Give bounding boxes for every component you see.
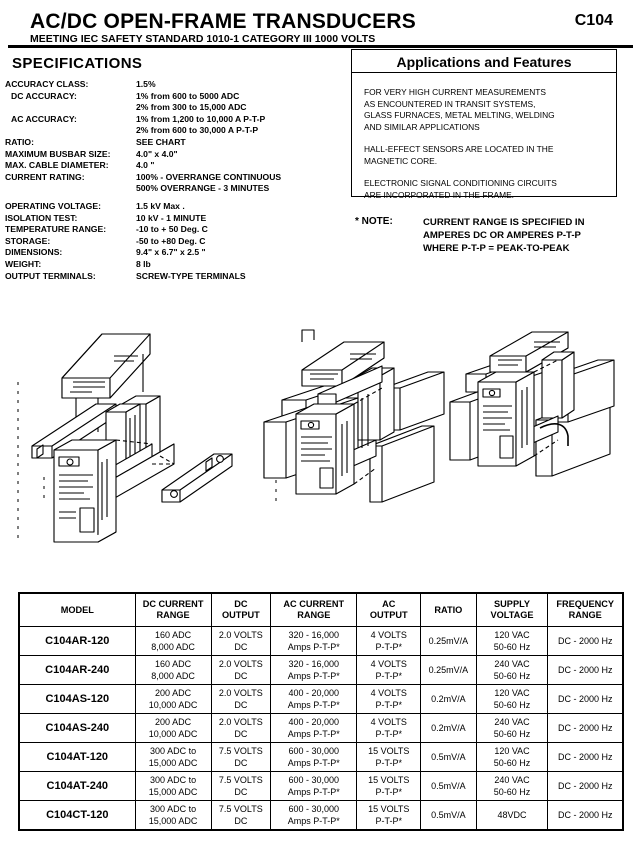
spec-value: 9.4" x 6.7" x 2.5 " xyxy=(136,247,206,258)
cell-ac-output xyxy=(357,743,421,772)
spec-row xyxy=(5,236,335,248)
spec-label: DIMENSIONS: xyxy=(5,247,63,258)
spec-label: CURRENT RATING: xyxy=(5,171,85,182)
cell-line-1: 240 VAC xyxy=(494,658,530,669)
cell-line-1: 160 ADC xyxy=(155,658,192,669)
cell-line-2: P-T-P* xyxy=(375,758,403,768)
header-line-2: RANGE xyxy=(568,610,602,620)
cell-ac-current-range xyxy=(271,714,357,743)
cell-frequency: DC - 2000 Hz xyxy=(548,801,623,831)
spec-row xyxy=(5,172,335,184)
cell-line-1: 120 VAC xyxy=(494,687,530,698)
cell-dc-current-range xyxy=(135,801,211,831)
cell-line-1: 120 VAC xyxy=(494,745,530,756)
note-line: WHERE P-T-P = PEAK-TO-PEAK xyxy=(423,243,570,255)
cell-line-2: DC xyxy=(234,642,248,652)
applications-text xyxy=(364,87,614,201)
cell-line-2: 50-60 Hz xyxy=(493,787,531,797)
cell-model: C104AS-240 xyxy=(19,714,135,743)
spec-row xyxy=(5,183,335,195)
cell-ac-output xyxy=(357,772,421,801)
cell-dc-current-range xyxy=(135,743,211,772)
header-line-2: OUTPUT xyxy=(221,610,260,620)
cell-model: C104AR-120 xyxy=(19,627,135,656)
spec-value: 500% OVERRANGE - 3 MINUTES xyxy=(136,183,270,194)
note-label: * NOTE: xyxy=(355,216,393,227)
cell-line-2: Amps P-T-P* xyxy=(287,642,340,652)
page-subtitle: MEETING IEC SAFETY STANDARD 1010-1 CATEGORY III 1000 VOLTS xyxy=(30,33,376,45)
spec-row xyxy=(5,271,335,283)
cell-line-1: 7.5 VOLTS xyxy=(218,803,263,814)
header-line-2: VOLTAGE xyxy=(490,610,534,620)
spec-row xyxy=(5,149,335,161)
cell-line-1: 4 VOLTS xyxy=(370,716,407,727)
cell-line-1: 300 ADC to xyxy=(150,803,197,814)
cell-line-2: Amps P-T-P* xyxy=(287,700,340,710)
cell-dc-output xyxy=(211,801,271,831)
spec-value: 1% from 600 to 5000 ADC xyxy=(136,90,240,101)
note-line: CURRENT RANGE IS SPECIFIED IN xyxy=(423,217,585,228)
cell-supply-voltage xyxy=(476,714,548,743)
specifications-list xyxy=(5,79,335,282)
table-column-header xyxy=(271,593,357,627)
cell-ac-current-range xyxy=(271,656,357,685)
table-column-header xyxy=(548,593,623,627)
note-line: AMPERES DC OR AMPERES P-T-P xyxy=(423,230,581,242)
cell-line-2: P-T-P* xyxy=(375,816,403,826)
cell-dc-output xyxy=(211,627,271,656)
cell-ratio: 0.5mV/A xyxy=(421,743,476,772)
table-column-header xyxy=(421,593,476,627)
page-header xyxy=(0,0,641,46)
cell-line-1: 400 - 20,000 xyxy=(288,716,340,727)
cell-line-2: 15,000 ADC xyxy=(148,787,198,797)
cell-line-1: 160 ADC xyxy=(155,629,192,640)
spec-value: 2% from 600 to 30,000 A P-T-P xyxy=(136,125,259,136)
cell-line-2: Amps P-T-P* xyxy=(287,758,340,768)
cell-line-2: DC xyxy=(234,729,248,739)
cell-ratio: 0.5mV/A xyxy=(421,772,476,801)
cell-frequency: DC - 2000 Hz xyxy=(548,772,623,801)
cell-line-2: 50-60 Hz xyxy=(493,729,531,739)
cell-line-1: 2.0 VOLTS xyxy=(218,629,263,640)
cell-line-2: DC xyxy=(234,671,248,681)
cell-line-1: 48VDC xyxy=(497,809,527,820)
cell-ac-current-range xyxy=(271,685,357,714)
page-title: AC/DC OPEN-FRAME TRANSDUCERS xyxy=(30,10,416,33)
cell-line-2: P-T-P* xyxy=(375,671,403,681)
cell-dc-output xyxy=(211,714,271,743)
application-line: GLASS FURNACES, METAL MELTING, WELDING xyxy=(364,110,555,120)
cell-line-1: 15 VOLTS xyxy=(368,745,410,756)
cell-line-2: Amps P-T-P* xyxy=(287,787,340,797)
spec-row xyxy=(5,114,335,126)
cell-line-2: 10,000 ADC xyxy=(148,700,198,710)
cell-model: C104AS-120 xyxy=(19,685,135,714)
header-line-1: AC CURRENT xyxy=(283,599,345,609)
cell-line-2: P-T-P* xyxy=(375,642,403,652)
cell-supply-voltage xyxy=(476,743,548,772)
cell-frequency: DC - 2000 Hz xyxy=(548,685,623,714)
cell-line-2: Amps P-T-P* xyxy=(287,671,340,681)
cell-line-2: P-T-P* xyxy=(375,700,403,710)
cell-line-1: 300 ADC to xyxy=(150,774,197,785)
spec-value: 100% - OVERRANGE CONTINUOUS xyxy=(136,171,282,182)
applications-body-box xyxy=(351,73,617,200)
cell-line-2: Amps P-T-P* xyxy=(287,816,340,826)
cell-ratio: 0.25mV/A xyxy=(421,627,476,656)
spec-label: TEMPERATURE RANGE: xyxy=(5,224,107,235)
cell-line-2: P-T-P* xyxy=(375,729,403,739)
cell-frequency: DC - 2000 Hz xyxy=(548,656,623,685)
cell-dc-current-range xyxy=(135,714,211,743)
spec-value: SEE CHART xyxy=(136,136,186,147)
cell-line-2: 10,000 ADC xyxy=(148,729,198,739)
spec-row xyxy=(5,91,335,103)
cell-ac-output xyxy=(357,714,421,743)
table-row xyxy=(19,801,623,831)
header-line-2: RANGE xyxy=(156,610,190,620)
spec-label: MAX. CABLE DIAMETER: xyxy=(5,160,109,171)
cell-model: C104AR-240 xyxy=(19,656,135,685)
spec-value: -10 to + 50 Deg. C xyxy=(136,224,208,235)
cell-model: C104AT-120 xyxy=(19,743,135,772)
cell-supply-voltage xyxy=(476,656,548,685)
cell-line-1: 4 VOLTS xyxy=(370,629,407,640)
spec-row xyxy=(5,224,335,236)
cell-line-1: 2.0 VOLTS xyxy=(218,658,263,669)
paragraph-spacer xyxy=(364,167,614,178)
cell-supply-voltage xyxy=(476,801,548,831)
header-line-2: RANGE xyxy=(297,610,331,620)
cell-ratio: 0.25mV/A xyxy=(421,656,476,685)
cell-ratio: 0.2mV/A xyxy=(421,714,476,743)
spec-label: AC ACCURACY: xyxy=(11,113,77,124)
cell-line-1: 240 VAC xyxy=(494,716,530,727)
spec-value: 4.0 " xyxy=(136,160,155,171)
cell-ac-current-range xyxy=(271,801,357,831)
cell-line-2: 8,000 ADC xyxy=(151,671,195,681)
table-row xyxy=(19,685,623,714)
cell-dc-current-range xyxy=(135,627,211,656)
spec-row xyxy=(5,259,335,271)
cell-line-2: DC xyxy=(234,700,248,710)
spec-label: STORAGE: xyxy=(5,235,51,246)
application-line: FOR VERY HIGH CURRENT MEASUREMENTS xyxy=(364,87,546,97)
cell-line-1: 2.0 VOLTS xyxy=(218,687,263,698)
header-line-2: RATIO xyxy=(434,604,463,615)
header-line-1: FREQUENCY xyxy=(556,599,615,609)
spec-value: 1% from 1,200 to 10,000 A P-T-P xyxy=(136,113,266,124)
spec-row xyxy=(5,102,335,114)
application-line: AS ENCOUNTERED IN TRANSIT SYSTEMS, xyxy=(364,98,536,109)
cell-line-1: 15 VOLTS xyxy=(368,803,410,814)
application-line: HALL-EFFECT SENSORS ARE LOCATED IN THE xyxy=(364,144,554,154)
header-line-1: AC xyxy=(382,599,396,609)
cell-line-2: P-T-P* xyxy=(375,787,403,797)
cell-line-2: 50-60 Hz xyxy=(493,758,531,768)
cell-line-1: 600 - 30,000 xyxy=(288,774,340,785)
cell-frequency: DC - 2000 Hz xyxy=(548,714,623,743)
cell-ac-current-range xyxy=(271,743,357,772)
spec-value: -50 to +80 Deg. C xyxy=(136,235,206,246)
table-column-header xyxy=(357,593,421,627)
transducer-with-busbars-view xyxy=(258,328,458,553)
cell-frequency: DC - 2000 Hz xyxy=(548,743,623,772)
cell-line-1: 4 VOLTS xyxy=(370,658,407,669)
cell-supply-voltage xyxy=(476,685,548,714)
application-line: AND SIMILAR APPLICATIONS xyxy=(364,121,480,132)
table-column-header xyxy=(135,593,211,627)
cell-line-1: 4 VOLTS xyxy=(370,687,407,698)
cell-frequency: DC - 2000 Hz xyxy=(548,627,623,656)
cell-line-2: Amps P-T-P* xyxy=(287,729,340,739)
spec-label: DC ACCURACY: xyxy=(11,90,77,101)
transducer-single-busbar-view xyxy=(448,328,633,543)
cell-dc-current-range xyxy=(135,656,211,685)
cell-ratio: 0.5mV/A xyxy=(421,801,476,831)
cell-model: C104AT-240 xyxy=(19,772,135,801)
table-row xyxy=(19,772,623,801)
spec-row xyxy=(5,79,335,91)
cell-supply-voltage xyxy=(476,772,548,801)
cell-dc-output xyxy=(211,743,271,772)
cell-dc-output xyxy=(211,656,271,685)
cell-model: C104CT-120 xyxy=(19,801,135,831)
open-frame-transducer-assembly-view xyxy=(10,312,235,577)
cell-line-1: 320 - 16,000 xyxy=(288,629,340,640)
spec-row xyxy=(5,137,335,149)
table-row xyxy=(19,627,623,656)
spec-label: ISOLATION TEST: xyxy=(5,212,78,223)
table-column-header xyxy=(476,593,548,627)
spec-label: WEIGHT: xyxy=(5,258,42,269)
spec-row xyxy=(5,160,335,172)
cell-ac-output xyxy=(357,656,421,685)
header-line-1: DC CURRENT xyxy=(142,599,204,609)
cell-dc-output xyxy=(211,685,271,714)
table-header-row xyxy=(19,593,623,627)
cell-ac-current-range xyxy=(271,627,357,656)
cell-ac-output xyxy=(357,801,421,831)
application-line: ARE INCORPORATED IN THE FRAME. xyxy=(364,189,514,200)
cell-line-2: DC xyxy=(234,787,248,797)
cell-line-1: 600 - 30,000 xyxy=(288,803,340,814)
table-body xyxy=(19,627,623,831)
table-header xyxy=(19,593,623,627)
cell-ac-current-range xyxy=(271,772,357,801)
cell-ratio: 0.2mV/A xyxy=(421,685,476,714)
spec-value: 1.5% xyxy=(136,79,156,89)
header-line-2: MODEL xyxy=(60,604,94,615)
spec-row xyxy=(5,213,335,225)
spec-value: 1.5 kV Max . xyxy=(136,200,185,211)
spec-label: OUTPUT TERMINALS: xyxy=(5,270,96,281)
cell-ac-output xyxy=(357,685,421,714)
spec-row xyxy=(5,247,335,259)
cell-line-1: 300 ADC to xyxy=(150,745,197,756)
applications-heading: Applications and Features xyxy=(396,54,572,70)
cell-dc-output xyxy=(211,772,271,801)
applications-title-box xyxy=(351,49,617,73)
header-line-1: DC xyxy=(234,599,248,609)
header-line-2: OUTPUT xyxy=(369,610,408,620)
cell-line-2: 15,000 ADC xyxy=(148,758,198,768)
spec-row xyxy=(5,201,335,213)
cell-line-2: 50-60 Hz xyxy=(493,671,531,681)
header-line-1: SUPPLY xyxy=(494,599,530,609)
model-specifications-table xyxy=(18,592,624,831)
spec-label: OPERATING VOLTAGE: xyxy=(5,200,101,211)
cell-line-2: 50-60 Hz xyxy=(493,642,531,652)
cell-line-1: 200 ADC xyxy=(155,716,192,727)
table-row xyxy=(19,656,623,685)
table-row xyxy=(19,714,623,743)
cell-line-1: 320 - 16,000 xyxy=(288,658,340,669)
spec-label: MAXIMUM BUSBAR SIZE: xyxy=(5,148,111,159)
specifications-heading: SPECIFICATIONS xyxy=(12,55,143,72)
cell-line-1: 7.5 VOLTS xyxy=(218,745,263,756)
product-illustrations xyxy=(0,300,641,585)
cell-line-1: 7.5 VOLTS xyxy=(218,774,263,785)
spec-label: RATIO: xyxy=(5,136,34,147)
cell-line-1: 200 ADC xyxy=(155,687,192,698)
spec-value: 8 lb xyxy=(136,258,151,269)
cell-supply-voltage xyxy=(476,627,548,656)
table-column-header xyxy=(211,593,271,627)
table-row xyxy=(19,743,623,772)
cell-dc-current-range xyxy=(135,772,211,801)
cell-dc-current-range xyxy=(135,685,211,714)
cell-line-2: DC xyxy=(234,758,248,768)
note-text xyxy=(423,216,585,256)
application-line: ELECTRONIC SIGNAL CONDITIONING CIRCUITS xyxy=(364,178,557,188)
spec-value: SCREW-TYPE TERMINALS xyxy=(136,270,246,281)
cell-line-1: 400 - 20,000 xyxy=(288,687,340,698)
cell-line-2: 50-60 Hz xyxy=(493,700,531,710)
table-column-header xyxy=(19,593,135,627)
cell-line-2: DC xyxy=(234,816,248,826)
spec-value: 2% from 300 to 15,000 ADC xyxy=(136,102,247,113)
spec-label: ACCURACY CLASS: xyxy=(5,79,89,89)
spec-value: 4.0" x 4.0" xyxy=(136,148,178,159)
header-divider xyxy=(8,45,633,48)
paragraph-spacer xyxy=(364,133,614,144)
spec-value: 10 kV - 1 MINUTE xyxy=(136,212,207,223)
spec-row xyxy=(5,125,335,137)
cell-ac-output xyxy=(357,627,421,656)
cell-line-1: 600 - 30,000 xyxy=(288,745,340,756)
application-line: MAGNETIC CORE. xyxy=(364,155,438,166)
cell-line-2: 15,000 ADC xyxy=(148,816,198,826)
cell-line-1: 15 VOLTS xyxy=(368,774,410,785)
cell-line-1: 120 VAC xyxy=(494,629,530,640)
cell-line-1: 2.0 VOLTS xyxy=(218,716,263,727)
document-code: C104 xyxy=(574,12,613,29)
cell-line-2: 8,000 ADC xyxy=(151,642,195,652)
cell-line-1: 240 VAC xyxy=(494,774,530,785)
